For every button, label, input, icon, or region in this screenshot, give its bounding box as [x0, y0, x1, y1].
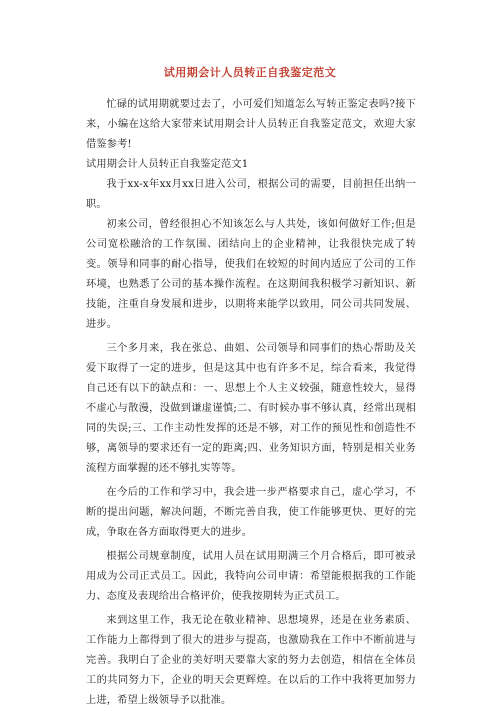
body-paragraph: 在今后的工作和学习中，我会进一步严格要求自己，虚心学习，不断的提出问题，解决问题，不断完善自我，使工作能够更快、更好的完成，争取在各方面取得更大的进步。 — [86, 487, 416, 538]
body-paragraph: 我于xx-x年xx月xx日进入公司，根据公司的需要，目前担任出纳一职。 — [86, 179, 416, 210]
section-heading: 试用期会计人员转正自我鉴定范文1 — [86, 159, 249, 170]
body-paragraph: 初来公司，曾经很担心不知该怎么与人共处，该如何做好工作;但是公司宽松融洽的工作氛围、团结向上的企业精神，让我很快完成了转变。领导和同事的耐心指导，使我们在较短的时间内适应了公司的工作环境，也熟悉了公司的基本操作流程。在这期间我积极学习新知识、新技能，注重自身发展和进步，以期将来能学以致用，同公司共同发展、进步。 — [86, 219, 416, 330]
document-title: 试用期会计人员转正自我鉴定范文 — [163, 66, 337, 79]
body-paragraph: 三个多月来，我在张总、曲姐、公司领导和同事们的热心帮助及关爱下取得了一定的进步，但是这其中也有许多不足，综合看来，我觉得自己还有以下的缺点和：一、思想上个人主义较强，随意性较大，显得不虚心与散漫，没做到谦虚谨慎;二、有时候办事不够认真，经常出现相同的失误;三、工作主动性发挥的还是不够，对工作的预见性和创造性不够，离领导的要求还有一定的距离;四、业务知识方面，特别是相关业务流程方面掌握的还不够扎实等等。 — [86, 343, 416, 474]
body-paragraph: 根据公司规章制度，试用人员在试用期满三个月合格后，即可被录用成为公司正式员工。因此，我特向公司申请：希望能根据我的工作能力、态度及表现给出合格评价，使我按期转为正式员工。 — [86, 551, 416, 602]
document-body — [86, 95, 416, 711]
body-paragraph: 来到这里工作，我无论在敬业精神、思想境界，还是在业务素质、工作能力上都得到了很大的进步与提高，也激励我在工作中不断前进与完善。我明白了企业的美好明天要靠大家的努力去创造，相信在全体员工的共同努力下，企业的明天会更辉煌。在以后的工作中我将更加努力上进，希望上级领导予以批准。 — [86, 615, 416, 706]
intro-paragraph: 忙碌的试用期就要过去了，小可爱们知道怎么写转正鉴定表吗?接下来，小编在这给大家带来试用期会计人员转正自我鉴定范文，欢迎大家借鉴参考! — [86, 99, 416, 150]
